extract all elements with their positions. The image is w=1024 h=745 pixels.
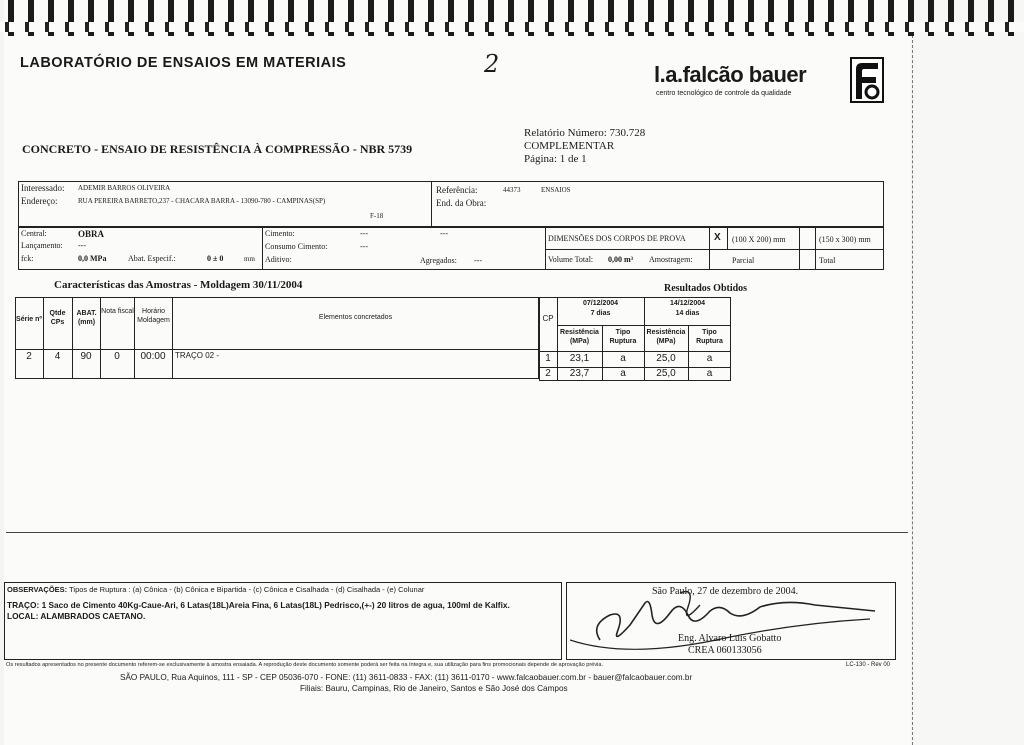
observations-label: OBSERVAÇÕES: bbox=[7, 585, 68, 594]
perforation-line bbox=[912, 30, 913, 745]
header-days-7: 7 dias bbox=[590, 310, 611, 317]
header-abat: ABAT. (mm) bbox=[76, 310, 97, 326]
result-res7: 23,1 bbox=[569, 353, 590, 364]
consumo-label: Consumo Cimento: bbox=[265, 242, 328, 251]
result-res7: 23,7 bbox=[569, 368, 590, 379]
abat-unit: mm bbox=[244, 255, 255, 263]
header-elementos: Elementos concretados bbox=[318, 314, 393, 321]
header-serie: Série nº bbox=[16, 316, 42, 323]
aditivo-label: Aditivo: bbox=[265, 255, 292, 264]
client-code: F-18 bbox=[370, 212, 384, 220]
report-type: COMPLEMENTAR bbox=[524, 140, 615, 152]
result-tipo14: a bbox=[706, 368, 713, 379]
row-abat: 90 bbox=[80, 351, 92, 362]
report-number: Relatório Número: 730.728 bbox=[524, 127, 646, 139]
result-tipo7: a bbox=[620, 368, 626, 379]
amostragem-label: Amostragem: bbox=[649, 255, 693, 264]
header-date-14: 14/12/2004 bbox=[669, 300, 706, 307]
header-nota: Nota fiscal bbox=[101, 308, 134, 315]
brand-name: l.a.falcão bauer bbox=[654, 62, 807, 87]
abat-label: Abat. Especif.: bbox=[128, 254, 176, 263]
place-date: São Paulo, 27 de dezembro de 2004. bbox=[652, 586, 799, 597]
header-tipo-14: Tipo Ruptura bbox=[696, 329, 723, 345]
result-res14: 25,0 bbox=[656, 353, 676, 364]
header-resistencia-7: Resistência (MPa) bbox=[560, 329, 599, 345]
result-cp: 1 bbox=[545, 353, 551, 364]
row-nota: 0 bbox=[114, 351, 120, 362]
cimento-value: --- bbox=[360, 229, 368, 238]
footer-disclaimer: Os resultados apresentados no presente documento referem-se exclusivamente à amostra ensaiada. A reprodução deste documento somente poderá ser feita na íntegra e, sua utilização para fins promocionais depende de aprovação prévia. bbox=[6, 662, 604, 668]
row-serie: 2 bbox=[26, 351, 32, 362]
document-title: CONCRETO - ENSAIO DE RESISTÊNCIA À COMPRESSÃO - NBR 5739 bbox=[22, 142, 413, 156]
header-horario: Horário Moldagem bbox=[137, 308, 170, 324]
notebook-right-edge bbox=[910, 0, 1024, 745]
cimento-value-2: --- bbox=[440, 229, 448, 238]
central-label: Central: bbox=[21, 229, 47, 238]
brand-logo-icon bbox=[850, 57, 884, 103]
local-text: LOCAL: ALAMBRADOS CAETANO. bbox=[7, 611, 146, 621]
header-days-14: 14 dias bbox=[675, 310, 700, 317]
header-cp: CP bbox=[542, 314, 554, 323]
section-divider bbox=[6, 532, 908, 533]
footer-branches: Filiais: Bauru, Campinas, Rio de Janeiro, Santos e São José dos Campos bbox=[300, 684, 568, 693]
page-info: Página: 1 de 1 bbox=[524, 153, 587, 165]
end-obra-label: End. da Obra: bbox=[436, 198, 487, 208]
central-value: OBRA bbox=[78, 229, 105, 239]
referencia-value: 44373 bbox=[503, 186, 521, 194]
result-tipo14: a bbox=[706, 353, 713, 364]
interessado-label: Interessado: bbox=[21, 183, 65, 193]
brand-tagline: centro tecnológico de controle da qualidade bbox=[656, 90, 792, 97]
agregados-label: Agregados: bbox=[420, 256, 457, 265]
lancamento-value: --- bbox=[78, 241, 86, 250]
endereco-value: RUA PEREIRA BARRETO,237 - CHACARA BARRA - 13090-780 - CAMPINAS(SP) bbox=[78, 197, 326, 205]
row-horario: 00:00 bbox=[140, 351, 166, 362]
header-qtde: Qtde CPs bbox=[49, 310, 66, 326]
volume-label: Volume Total: bbox=[548, 255, 594, 264]
row-elementos: TRAÇO 02 - bbox=[175, 351, 220, 360]
cimento-label: Cimento: bbox=[265, 229, 295, 238]
interessado-value: ADEMIR BARROS OLIVEIRA bbox=[78, 184, 171, 192]
handwritten-page-number: 2 bbox=[484, 50, 500, 78]
fck-value: 0,0 MPa bbox=[78, 254, 107, 263]
traco-text: TRAÇO: 1 Saco de Cimento 40Kg-Caue-Ari, 6 Latas(18L)Areia Fina, 6 Latas(18L) Pedrisco,(+-) 20 litros de agua, 100ml de Kalfix. bbox=[7, 600, 510, 610]
result-res14: 25,0 bbox=[656, 368, 676, 379]
row-qtde: 4 bbox=[54, 351, 61, 362]
dimension-option-150x300: (150 x 300) mm bbox=[819, 235, 871, 244]
abat-value: 0 ± 0 bbox=[207, 254, 224, 263]
samples-section-title: Características das Amostras - Moldagem 30/11/2004 bbox=[54, 279, 303, 291]
fck-label: fck: bbox=[21, 254, 34, 263]
result-cp: 2 bbox=[545, 368, 551, 379]
total-option: Total bbox=[819, 256, 836, 265]
crea-number: CREA 060133056 bbox=[688, 645, 762, 656]
header-tipo-7: Tipo Ruptura bbox=[609, 329, 637, 345]
results-section-title: Resultados Obtidos bbox=[664, 283, 748, 294]
dimension-checkmark: X bbox=[714, 232, 721, 243]
header-resistencia-14: Resistência (MPa) bbox=[646, 329, 686, 345]
form-code: LC-130 - Rev 00 bbox=[846, 662, 891, 668]
dimension-option-100x200: (100 X 200) mm bbox=[732, 235, 786, 244]
lab-title: LABORATÓRIO DE ENSAIOS EM MATERIAIS bbox=[20, 55, 347, 71]
endereco-label: Endereço: bbox=[21, 196, 58, 206]
referencia-extra: ENSAIOS bbox=[541, 186, 571, 194]
result-tipo7: a bbox=[620, 353, 626, 364]
parcial-option: Parcial bbox=[732, 256, 755, 265]
lancamento-label: Lançamento: bbox=[21, 241, 63, 250]
dimensoes-label: DIMENSÕES DOS CORPOS DE PROVA bbox=[548, 234, 686, 243]
consumo-value: --- bbox=[360, 242, 368, 251]
engineer-name: Eng. Alvaro Luis Gobatto bbox=[678, 633, 782, 644]
agregados-value: --- bbox=[474, 256, 482, 265]
footer-address: SÃO PAULO, Rua Aquinos, 111 - SP - CEP 05036-070 - FONE: (11) 3611-0833 - FAX: (11) 3611-0170 - www.falcaobauer.com.br - bauer@falcaobauer.com.br bbox=[120, 673, 693, 682]
referencia-label: Referência: bbox=[436, 185, 478, 195]
ruptura-types: Tipos de Ruptura : (a) Cônica - (b) Cônica e Bipartida - (c) Cônica e Cisalhada - (d) Cisalhada - (e) Colunar bbox=[69, 585, 425, 594]
spiral-binding bbox=[0, 0, 1024, 36]
volume-value: 0,00 m³ bbox=[608, 255, 634, 264]
header-date-7: 07/12/2004 bbox=[582, 300, 619, 307]
observations-line bbox=[7, 585, 424, 594]
